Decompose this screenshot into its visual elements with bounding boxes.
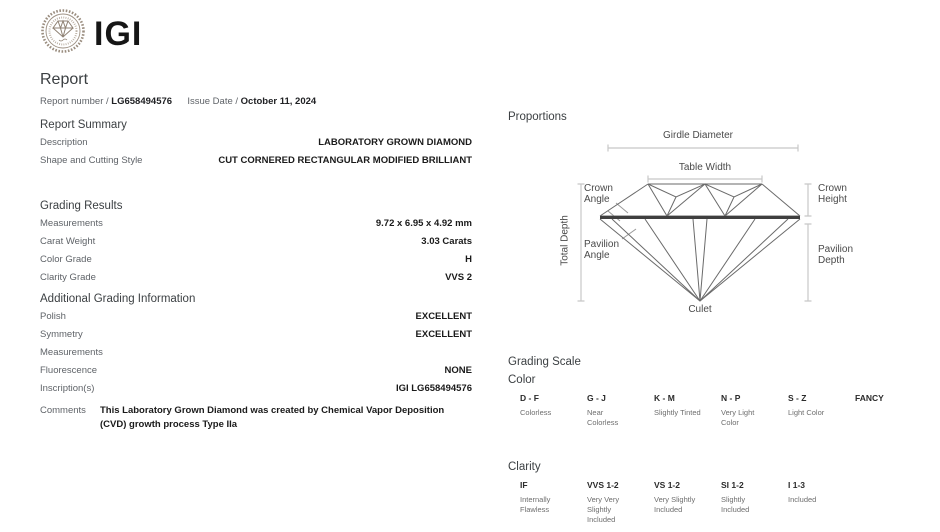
grade-range: FANCY [855,393,884,403]
color-grade-item [855,393,922,428]
section-heading-grading-results: Grading Results [40,200,123,212]
clarity-grade-item [587,480,654,525]
comments-row [40,404,472,432]
row-label: Inscription(s) [40,383,95,394]
crown-angle-label: Crown Angle [584,183,613,205]
section-heading-proportions: Proportions [508,111,567,123]
grade-description: Near Colorless [587,408,619,427]
report-meta-line [40,96,472,108]
comments-label: Comments [40,405,86,416]
color-grade-item [721,393,788,428]
row-value: H [465,254,472,265]
color-scale-grid [508,393,928,428]
grade-range: K - M [654,393,675,403]
report-number-label: Report number / [40,96,109,107]
grade-range: D - F [520,393,539,403]
girdle-diameter-label: Girdle Diameter [662,130,734,141]
diamond-profile-drawing [508,129,928,325]
section-heading-grading-scale: Grading Scale [508,356,581,368]
additional-row-fluorescence [40,365,472,383]
row-value: 3.03 Carats [421,236,472,247]
row-label: Carat Weight [40,236,96,247]
grade-range: G - J [587,393,606,403]
grade-description: Included [788,495,817,504]
row-label: Color Grade [40,254,92,265]
row-value: NONE [444,365,472,376]
additional-row-inscriptions [40,383,472,401]
row-label: Symmetry [40,329,83,340]
grade-description: Slightly Included [721,495,750,514]
grade-description: Colorless [520,408,552,417]
igi-seal-icon [40,8,86,59]
grade-description: Very Slightly Included [654,495,696,514]
comments-value: This Laboratory Grown Diamond was created by Chemical Vapor Deposition (CVD) growth process Type IIa [100,405,445,430]
grade-range: SI 1-2 [721,480,744,490]
row-label: Shape and Cutting Style [40,155,143,166]
total-depth-label: Total Depth [559,215,571,266]
row-value: 9.72 x 6.95 x 4.92 mm [375,218,472,229]
crown-height-label: Crown Height [818,183,847,205]
grade-range: N - P [721,393,741,403]
clarity-grade-item [721,480,788,525]
grade-description: Very Very Slightly Included [587,495,620,524]
row-label: Measurements [40,218,103,229]
color-grade-item [520,393,587,428]
grade-range: VVS 1-2 [587,480,619,490]
row-value: CUT CORNERED RECTANGULAR MODIFIED BRILLIANT [218,155,472,166]
grading-row-color-grade [40,254,472,272]
row-value: IGI LG658494576 [395,383,472,394]
grading-row-measurements [40,218,472,236]
grade-description: Light Color [788,408,825,417]
table-width-label: Table Width [678,162,732,173]
row-label: Polish [40,311,66,322]
clarity-grade-item [654,480,721,525]
color-grade-item [654,393,721,428]
section-heading-report-summary: Report Summary [40,119,127,131]
report-details-column [40,70,472,432]
grade-range: VS 1-2 [654,480,680,490]
report-number: LG658494576 [111,96,173,107]
row-label: Fluorescence [40,365,98,376]
page-title: Report [40,71,89,88]
clarity-grade-item [520,480,587,525]
grade-description: Slightly Tinted [654,408,701,417]
pavilion-depth-label: Pavilion Depth [818,244,854,266]
issue-date: October 11, 2024 [240,96,317,107]
diamond-proportions-diagram [508,129,928,325]
clarity-scale-heading: Clarity [508,461,541,473]
row-label: Measurements [40,347,103,358]
row-value: EXCELLENT [415,311,472,322]
grading-row-carat-weight [40,236,472,254]
summary-row-shape [40,155,472,173]
row-label: Description [40,137,88,148]
brand-header [40,8,142,59]
issue-date-label: Issue Date / [187,96,239,107]
row-value: VVS 2 [445,272,472,283]
grading-row-clarity-grade [40,272,472,290]
clarity-scale-grid [508,480,928,525]
culet-label: Culet [688,304,712,315]
color-grade-item [788,393,855,428]
row-label: Clarity Grade [40,272,96,283]
summary-row-description [40,137,472,155]
color-grade-item [587,393,654,428]
proportions-column [508,110,928,525]
additional-row-polish [40,311,472,329]
color-scale-heading: Color [508,374,536,386]
additional-row-measurements [40,347,472,365]
grade-description: Internally Flawless [520,495,551,514]
row-value: EXCELLENT [415,329,472,340]
grade-description: Very Light Color [721,408,755,427]
pavilion-angle-label: Pavilion Angle [584,239,620,261]
grade-range: I 1-3 [788,480,806,490]
grade-range: IF [520,480,528,490]
additional-row-symmetry [40,329,472,347]
section-heading-additional-grading: Additional Grading Information [40,293,196,305]
row-value: LABORATORY GROWN DIAMOND [318,137,472,148]
grade-range: S - Z [788,393,807,403]
clarity-grade-item [788,480,855,525]
igi-wordmark: IGI [94,14,143,53]
